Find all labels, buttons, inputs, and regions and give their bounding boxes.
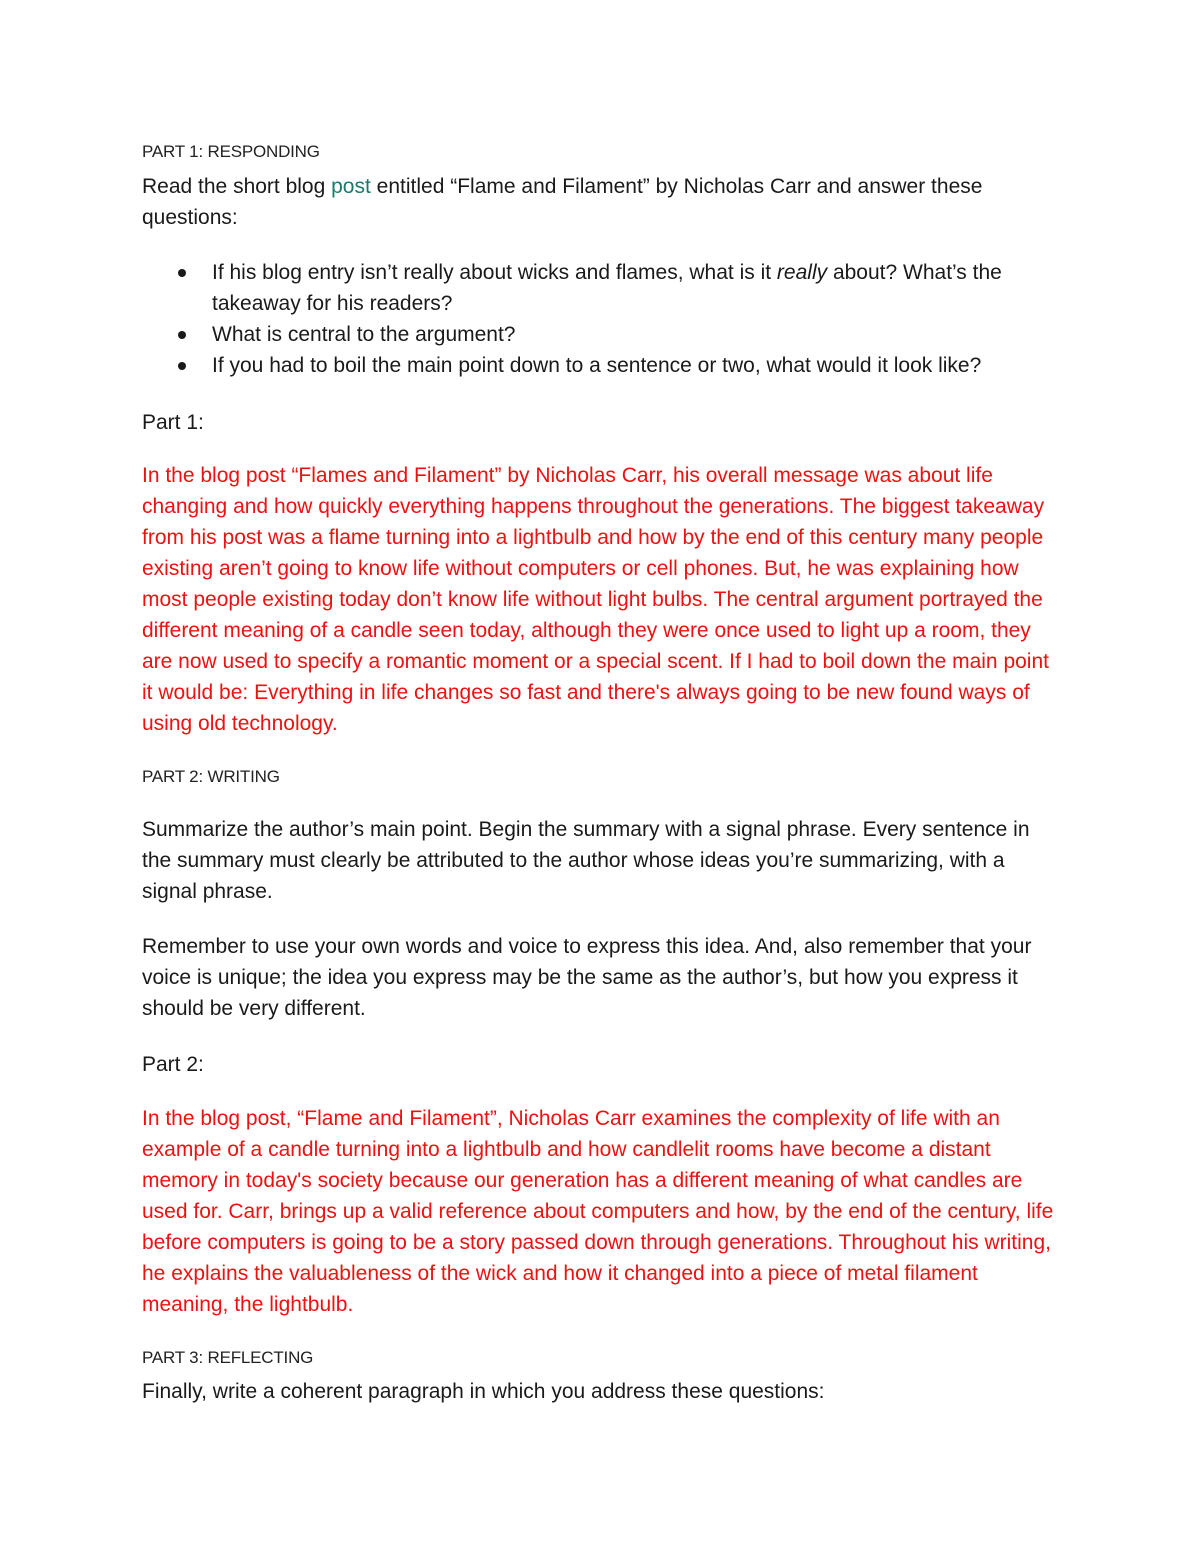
part1-answer: In the blog post “Flames and Filament” by Nicholas Carr, his overall message was about life changing and how quickly everything happens throughout the generations. The biggest takeaway from his post was a flame turning into a lightbulb and how by the end of this century many people existing aren’t going to know life without computers or cell phones. But, he was explaining how most people existing today don’t know life without light bulbs. The central argument portrayed the different meaning of a candle seen today, although they were once used to light up a room, they are now used to specify a romantic moment or a special scent. If I had to boil down the main point it would be: Everything in life changes so fast and there's always going to be new found ways of using old technology. <box>142 464 1049 735</box>
list-item <box>142 350 1062 381</box>
part1-question-list <box>142 257 1062 381</box>
part1-intro-text: Read the short blog <box>142 175 332 198</box>
bullet-icon <box>178 362 186 370</box>
question-emphasis: really <box>776 261 828 284</box>
question-text: If his blog entry isn’t really about wicks and flames, what is it <box>212 261 777 284</box>
part2-answer: In the blog post, “Flame and Filament”, Nicholas Carr examines the complexity of life with an example of a candle turning into a lightbulb and how candlelit rooms have become a distant memory in today's society because our generation has a different meaning of what candles are used for. Carr, brings up a valid reference about computers and how, by the end of the century, life before computers is going to be a story passed down through generations. Throughout his writing, he explains the valuableness of the wick and how it changed into a piece of metal filament meaning, the lightbulb. <box>142 1107 1054 1316</box>
part2-instruction-2: Remember to use your own words and voice to express this idea. And, also remember that your voice is unique; the idea you express may be the same as the author’s, but how you express it should be very different. <box>142 935 1032 1020</box>
bullet-icon <box>178 269 186 277</box>
part1-answer-label: Part 1: <box>142 411 204 434</box>
question-text-rest: about? What’s the takeaway for his readers? <box>212 261 1002 315</box>
part1-intro-text-rest: entitled “Flame and Filament” by Nicholas Carr and answer these questions: <box>142 175 983 229</box>
part1-intro <box>142 171 1062 233</box>
question-text: What is central to the argument? <box>212 323 516 346</box>
blog-post-link[interactable]: post <box>331 175 371 198</box>
question-text: If you had to boil the main point down to a sentence or two, what would it look like? <box>212 354 982 377</box>
list-item <box>142 319 1062 350</box>
part1-heading: PART 1: RESPONDING <box>142 142 320 161</box>
part3-instruction: Finally, write a coherent paragraph in which you address these questions: <box>142 1380 825 1403</box>
part2-answer-label: Part 2: <box>142 1053 204 1076</box>
part3-heading: PART 3: REFLECTING <box>142 1348 314 1367</box>
part2-heading: PART 2: WRITING <box>142 767 280 786</box>
part2-instruction-1: Summarize the author’s main point. Begin the summary with a signal phrase. Every sentence in the summary must clearly be attributed to the author whose ideas you’re summarizing, with a signal phrase. <box>142 818 1030 903</box>
bullet-icon <box>178 331 186 339</box>
list-item <box>142 257 1062 319</box>
